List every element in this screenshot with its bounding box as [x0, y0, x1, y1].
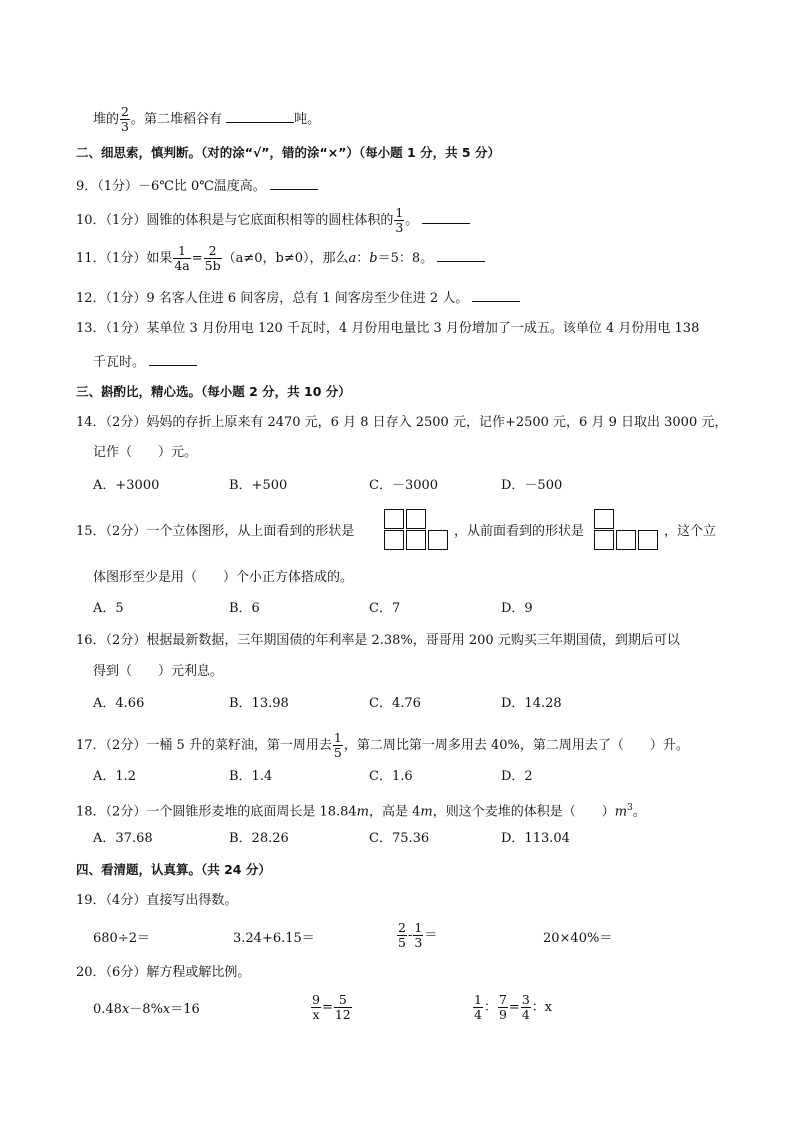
- question-20-title: 20．（6分）解方程或解比例。: [76, 965, 251, 980]
- question-15-line2: 体图形至少是用（ ）个小正方体搭成的。: [93, 570, 354, 585]
- option-d[interactable]: D．－500: [501, 478, 563, 493]
- fraction-two-fifths: $\frac{2}{5}$: [398, 920, 406, 950]
- calc-expression-1: 680÷2＝: [93, 931, 150, 946]
- option-c[interactable]: C．75.36: [369, 831, 430, 846]
- fraction-9-over-x: $\frac{9}{x}$: [312, 992, 320, 1022]
- fraction-seven-ninths: $\frac{7}{9}$: [498, 992, 507, 1022]
- option-b[interactable]: B．1.4: [229, 769, 273, 784]
- option-d[interactable]: D．14.28: [501, 696, 562, 711]
- option-c[interactable]: C．－3000: [369, 478, 439, 493]
- equation-1: 0.48x－8%x＝16: [93, 1002, 200, 1017]
- question-14-line1: 14．（2分）妈妈的存折上原来有 2470 元，6 月 8 日存入 2500 元，记作+2500 元，6 月 9 日取出 3000 元，: [76, 415, 728, 430]
- fraction-one-fifth: $\frac{1}{5}$: [333, 730, 342, 760]
- question-14-line2: 记作（ ）元。: [93, 445, 198, 460]
- question-19-title: 19．（4分）直接写出得数。: [76, 893, 238, 908]
- fraction-2-over-5b: $\frac{2}{5b}$: [204, 243, 221, 273]
- section-4-heading: 四、看清题，认真算。（共 24 分）: [76, 862, 271, 877]
- option-b[interactable]: B．+500: [229, 478, 288, 493]
- option-d[interactable]: D．2: [501, 769, 533, 784]
- fraction-two-thirds: $\frac{2}{3}$: [121, 104, 129, 134]
- top-view-cell: [428, 530, 448, 550]
- top-view-cell: [406, 530, 426, 550]
- question-10: 10．（1分）圆锥的体积是与它底面积相等的圆柱体积的 $\frac{1}{3}$ 。: [76, 206, 470, 235]
- question-15-part-b: ，从前面看到的形状是: [454, 524, 585, 539]
- section-3-heading: 三、斟酌比，精心选。（每小题 2 分，共 10 分）: [76, 384, 351, 399]
- answer-blank[interactable]: [149, 352, 197, 366]
- fraction-one-fourth: $\frac{1}{4}$: [474, 992, 482, 1022]
- question-16-line2: 得到（ ）元利息。: [93, 664, 224, 679]
- front-view-cell: [594, 509, 614, 529]
- fraction-one-third: $\frac{1}{3}$: [414, 920, 423, 950]
- question-11: 11．（1分）如果 $\frac{1}{4a}$ = $\frac{2}{5b}$ （a≠0，b≠0），那么a：b＝5：8。: [76, 244, 485, 273]
- top-view-cell: [384, 530, 404, 550]
- front-view-cell: [594, 530, 614, 550]
- top-view-figure: [384, 509, 452, 551]
- top-view-cell: [384, 509, 404, 529]
- answer-blank[interactable]: [270, 176, 318, 190]
- option-b[interactable]: B．6: [229, 601, 260, 616]
- calc-expression-4: 20×40%＝: [543, 931, 613, 946]
- question-15-part-a: 15．（2分）一个立体图形，从上面看到的形状是: [76, 524, 355, 539]
- option-a[interactable]: A．5: [93, 601, 124, 616]
- calc-expression-2: 3.24+6.15＝: [233, 931, 315, 946]
- question-17: 17．（2分）一桶 5 升的菜籽油，第一周用去 $\frac{1}{5}$ ，第二周比第一周多用去 40%，第二周用去了（ ）升。: [76, 730, 689, 760]
- question-9: 9．（1分）－6℃比 0℃温度高。: [76, 176, 318, 196]
- question-15-part-c: ，这个立: [664, 524, 717, 539]
- q8-continuation: 堆的 $\frac{2}{3}$ 。第二堆稻谷有 吨。: [93, 104, 321, 134]
- option-d[interactable]: D．113.04: [501, 831, 570, 846]
- fraction-one-third: $\frac{1}{3}$: [395, 205, 404, 235]
- option-b[interactable]: B．28.26: [229, 831, 289, 846]
- option-a[interactable]: A．4.66: [93, 696, 145, 711]
- question-13-line2: 千瓦时。: [93, 352, 197, 372]
- option-b[interactable]: B．13.98: [229, 696, 289, 711]
- equation-2: $\frac{9}{x}$ = $\frac{5}{12}$: [312, 992, 351, 1022]
- fraction-1-over-4a: $\frac{1}{4a}$: [174, 243, 190, 273]
- top-view-cell: [406, 509, 426, 529]
- option-a[interactable]: A．37.68: [93, 831, 153, 846]
- section-2-heading: 二、细思索，慎判断。（对的涂“√”，错的涂“×”）（每小题 1 分，共 5 分）: [76, 145, 500, 160]
- equation-3: $\frac{1}{4}$ ： $\frac{7}{9}$ = $\frac{3}{4}$ ：x: [474, 992, 553, 1022]
- option-c[interactable]: C．1.6: [369, 769, 413, 784]
- option-d[interactable]: D．9: [501, 601, 533, 616]
- fraction-three-fourths: $\frac{3}{4}$: [521, 992, 530, 1022]
- front-view-cell: [638, 530, 658, 550]
- question-13-line1: 13．（1分）某单位 3 月份用电 120 千瓦时，4 月份用电量比 3 月份增加了一成五。该单位 4 月份用电 138: [76, 321, 700, 336]
- calc-expression-3: $\frac{2}{5}$ - $\frac{1}{3}$ ＝: [398, 920, 438, 950]
- front-view-figure: [594, 509, 662, 551]
- option-c[interactable]: C．4.76: [369, 696, 421, 711]
- question-16-line1: 16．（2分）根据最新数据，三年期国债的年利率是 2.38%，哥哥用 200 元购买三年期国债，到期后可以: [76, 633, 680, 648]
- question-12: 12．（1分）9 名客人住进 6 间客房，总有 1 间客房至少住进 2 人。: [76, 288, 520, 308]
- answer-blank[interactable]: [422, 210, 470, 224]
- option-c[interactable]: C．7: [369, 601, 401, 616]
- question-18: 18．（2分）一个圆锥形麦堆的底面周长是 18.84m，高是 4m，则这个麦堆的体积是（ ）$m^3$。: [76, 803, 646, 820]
- answer-blank[interactable]: [472, 288, 520, 302]
- answer-blank[interactable]: [437, 248, 485, 262]
- option-a[interactable]: A．+3000: [93, 478, 160, 493]
- front-view-cell: [616, 530, 636, 550]
- option-a[interactable]: A．1.2: [93, 769, 137, 784]
- answer-blank[interactable]: [226, 109, 294, 123]
- fraction-5-over-12: $\frac{5}{12}$: [334, 992, 351, 1022]
